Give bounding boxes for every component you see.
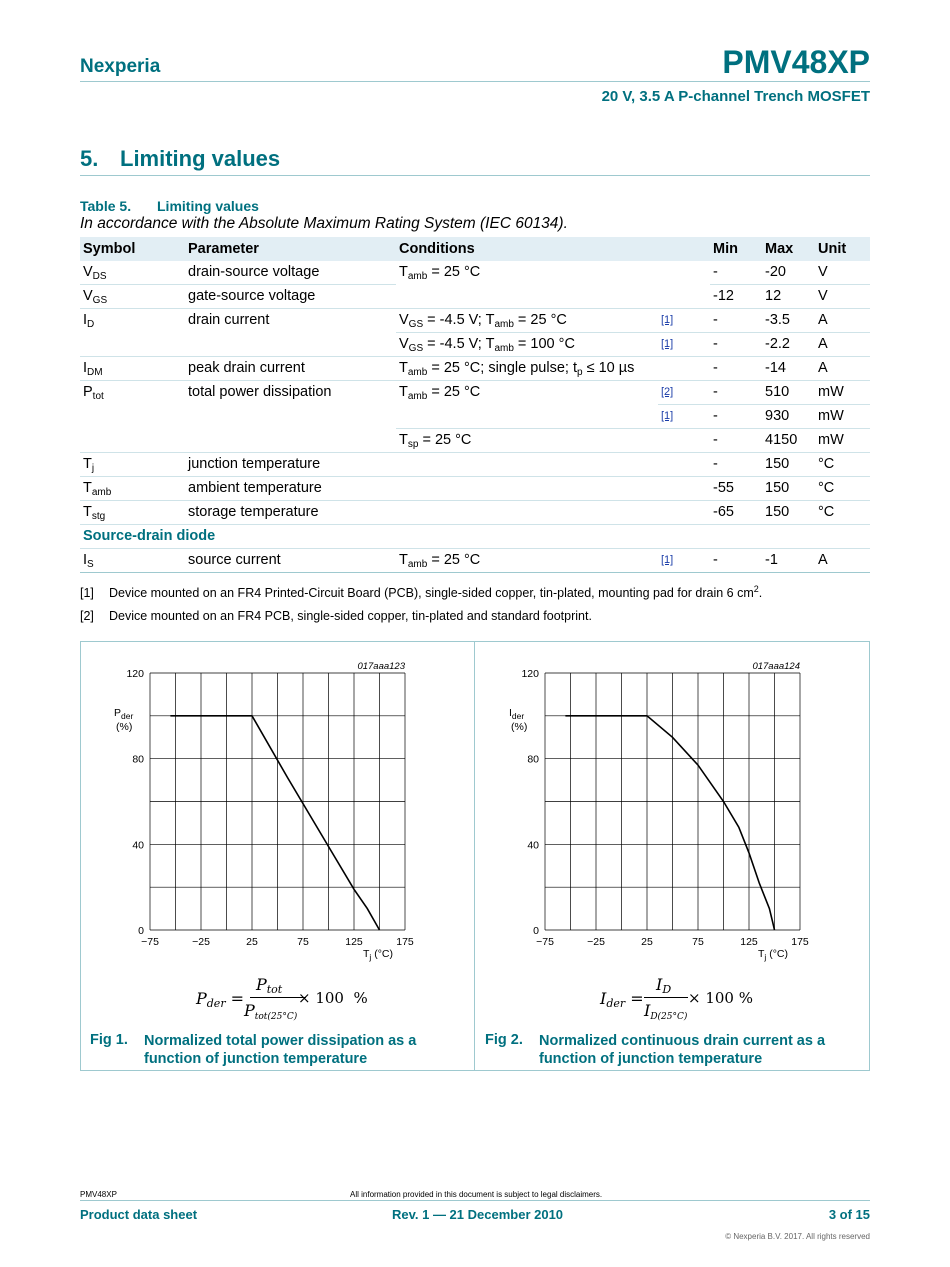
footnote-2: [2] Device mounted on an FR4 PCB, single-sided copper, tin-plated and standard footprint. <box>80 609 592 623</box>
col-unit: Unit <box>815 237 870 261</box>
parameter-cell: drain-source voltage <box>185 261 396 285</box>
symbol-cell: $V_{GS}$ <box>80 285 185 309</box>
ref-cell <box>658 477 710 501</box>
y-axis-unit: (%) <box>116 720 133 733</box>
min-cell: - <box>710 381 762 405</box>
parameter-cell: ambient temperature <box>185 477 396 501</box>
series-line <box>170 716 379 930</box>
table-row <box>80 357 870 381</box>
unit-cell: V <box>815 261 870 285</box>
min-cell: -65 <box>710 501 762 525</box>
max-cell: 12 <box>762 285 815 309</box>
footnote-1: [1] Device mounted on an FR4 Printed-Circuit Board (PCB), single-sided copper, tin-plated, mounting pad for drain 6 $cm^2$. <box>80 584 763 600</box>
ref-cell <box>658 429 710 453</box>
table-row <box>80 477 870 501</box>
conditions-cell <box>396 285 658 309</box>
series-line <box>565 716 774 930</box>
ref-link[interactable]: [1] <box>658 549 710 573</box>
symbol-cell: $I_S$ <box>80 549 185 573</box>
max-cell: -3.5 <box>762 309 815 333</box>
min-cell: -12 <box>710 285 762 309</box>
symbol-cell: $V_{DS}$ <box>80 261 185 285</box>
conditions-cell: $T_{sp} = 25$ °C <box>396 429 658 453</box>
ref-link[interactable]: [2] <box>658 381 710 405</box>
footer-rule <box>80 1200 870 1201</box>
max-cell: 930 <box>762 405 815 429</box>
section-title: Limiting values <box>120 146 281 171</box>
parameter-cell: drain current <box>188 312 270 328</box>
table-header-row <box>80 237 870 261</box>
min-cell: - <box>710 429 762 453</box>
max-cell: -20 <box>762 261 815 285</box>
parameter-cell <box>185 405 396 429</box>
unit-cell: A <box>815 549 870 573</box>
unit-cell: mW <box>815 381 870 405</box>
unit-cell: A <box>815 309 870 333</box>
max-cell: -14 <box>762 357 815 381</box>
table-row <box>80 453 870 477</box>
y-tick-label: 40 <box>527 839 539 852</box>
footer-copyright: © Nexperia B.V. 2017. All rights reserved <box>725 1232 870 1241</box>
symbol-cell: $T_{stg}$ <box>80 501 185 525</box>
max-cell: 4150 <box>762 429 815 453</box>
x-tick-label: 175 <box>791 936 809 948</box>
x-tick-label: 25 <box>641 936 653 948</box>
table-note: In accordance with the Absolute Maximum Rating System (IEC 60134). <box>80 215 568 232</box>
min-cell: - <box>710 405 762 429</box>
y-axis-unit: (%) <box>511 720 528 733</box>
x-tick-label: 125 <box>345 936 363 948</box>
parameter-cell <box>185 333 396 357</box>
footer-doc-type: Product data sheet <box>80 1207 198 1222</box>
max-cell: 150 <box>762 477 815 501</box>
footer-part: PMV48XP <box>80 1190 117 1199</box>
max-cell: 150 <box>762 501 815 525</box>
symbol-cell <box>80 429 185 453</box>
y-tick-label: 80 <box>527 753 539 766</box>
ref-link[interactable]: [1] <box>658 405 710 429</box>
footer-disclaimer: All information provided in this document is subject to legal disclaimers. <box>350 1190 603 1199</box>
unit-cell: A <box>815 357 870 381</box>
y-tick-label: 80 <box>132 753 144 766</box>
conditions-cell: $T_{amb} = 25$ °C; single pulse; $t_p \le 10$ µs <box>396 357 658 381</box>
conditions-cell <box>396 405 658 429</box>
table-row <box>80 429 870 453</box>
unit-cell: mW <box>815 429 870 453</box>
col-ref <box>658 237 710 261</box>
col-min: Min <box>710 237 762 261</box>
unit-cell: V <box>815 285 870 309</box>
min-cell: - <box>710 453 762 477</box>
unit-cell: °C <box>815 501 870 525</box>
ref-cell <box>658 285 710 309</box>
min-cell: - <box>710 333 762 357</box>
symbol-cell <box>80 333 185 357</box>
table-row <box>80 381 870 405</box>
symbol-cell: $I_D$ <box>83 312 95 330</box>
symbol-cell: $P_{tot}$ <box>83 384 104 402</box>
ref-link[interactable]: [1] <box>658 333 710 357</box>
part-number: PMV48XP <box>722 44 870 80</box>
y-tick-label: 40 <box>132 839 144 852</box>
col-conditions: Conditions <box>396 237 658 261</box>
parameter-cell: gate-source voltage <box>185 285 396 309</box>
formula-pder: $P_{der}$ = $P_{tot}$ $P_{tot(25^\circ C)}$ × 100 % <box>196 975 368 1022</box>
y-axis-label: $I_{der}$ <box>509 706 525 721</box>
parameter-cell: junction temperature <box>185 453 396 477</box>
table-row <box>80 333 870 357</box>
min-cell: -55 <box>710 477 762 501</box>
unit-cell: mW <box>815 405 870 429</box>
parameter-cell: source current <box>185 549 396 573</box>
x-tick-label: 75 <box>297 936 309 948</box>
symbol-cell: $T_{amb}$ <box>80 477 185 501</box>
y-tick-label: 0 <box>533 925 539 937</box>
figure-1-caption: Fig 1. Normalized total power dissipation as a function of junction temperature <box>90 1032 417 1067</box>
ref-link[interactable]: [1] <box>658 309 710 333</box>
y-axis-label: $P_{der}$ <box>114 706 134 721</box>
max-cell: -1 <box>762 549 815 573</box>
table-caption-title: Limiting values <box>157 198 259 214</box>
x-axis-label: $T_j$ (°C) <box>758 948 789 962</box>
conditions-cell <box>396 453 658 477</box>
col-symbol: Symbol <box>80 237 185 261</box>
x-tick-label: −25 <box>587 936 605 948</box>
unit-cell: A <box>815 333 870 357</box>
max-cell: 150 <box>762 453 815 477</box>
formula-ider: $I_{der}$ = $I_D$ $I_{D(25^\circ C)}$ × 100 % <box>600 975 753 1022</box>
table-caption-number: Table 5. <box>80 198 132 214</box>
header-rule <box>80 81 870 82</box>
table-row <box>80 549 870 573</box>
ref-cell <box>658 261 710 285</box>
section-number: 5. <box>80 146 99 171</box>
ref-cell <box>658 453 710 477</box>
conditions-cell: $T_{amb} = 25$ °C <box>399 264 481 282</box>
section-rule <box>80 175 870 176</box>
table-row <box>80 501 870 525</box>
conditions-cell <box>396 501 658 525</box>
figure-code: 017aaa124 <box>752 661 800 672</box>
min-cell: - <box>710 309 762 333</box>
parameter-cell: peak drain current <box>185 357 396 381</box>
chart-power-derating <box>80 641 474 971</box>
section-heading <box>80 146 280 172</box>
symbol-cell: $T_j$ <box>80 453 185 477</box>
x-tick-label: 175 <box>396 936 414 948</box>
ref-cell <box>658 357 710 381</box>
parameter-cell <box>185 429 396 453</box>
table-row <box>80 285 870 309</box>
limiting-values-table <box>80 237 870 573</box>
y-tick-label: 0 <box>138 925 144 937</box>
table-section-row <box>80 525 870 549</box>
symbol-cell: $I_{DM}$ <box>80 357 185 381</box>
max-cell: -2.2 <box>762 333 815 357</box>
figure-2-caption: Fig 2. Normalized continuous drain current as a function of junction temperature <box>485 1032 826 1067</box>
x-tick-label: −75 <box>141 936 159 948</box>
x-tick-label: 25 <box>246 936 258 948</box>
unit-cell: °C <box>815 477 870 501</box>
symbol-cell <box>80 405 185 429</box>
parameter-cell: storage temperature <box>185 501 396 525</box>
conditions-cell: $T_{amb} = 25$ °C <box>396 549 658 573</box>
table-row <box>80 309 870 333</box>
brand-name: Nexperia <box>80 56 161 77</box>
y-tick-label: 120 <box>126 668 144 680</box>
conditions-cell: $T_{amb} = 25$ °C <box>399 384 481 402</box>
min-cell: - <box>710 357 762 381</box>
unit-cell: °C <box>815 453 870 477</box>
x-tick-label: 75 <box>692 936 704 948</box>
ref-cell <box>658 501 710 525</box>
conditions-cell: $V_{GS} = -4.5$ V; $T_{amb} = 100$ °C <box>396 333 658 357</box>
min-cell: - <box>710 261 762 285</box>
table-row <box>80 261 870 285</box>
conditions-cell: $V_{GS} = -4.5$ V; $T_{amb} = 25$ °C <box>396 309 658 333</box>
min-cell: - <box>710 549 762 573</box>
figure-code: 017aaa123 <box>357 661 405 672</box>
footer-revision: Rev. 1 — 21 December 2010 <box>392 1207 564 1222</box>
document-subtitle: 20 V, 3.5 A P-channel Trench MOSFET <box>601 88 870 105</box>
table-caption <box>80 198 259 214</box>
table-row <box>80 405 870 429</box>
col-max: Max <box>762 237 815 261</box>
conditions-cell <box>396 477 658 501</box>
x-tick-label: −25 <box>192 936 210 948</box>
footer-page: 3 of 15 <box>828 1207 870 1222</box>
section-label: Source-drain diode <box>80 525 870 549</box>
parameter-cell: total power dissipation <box>188 384 332 400</box>
chart-current-derating <box>475 641 869 971</box>
x-axis-label: $T_j$ (°C) <box>363 948 394 962</box>
y-tick-label: 120 <box>521 668 539 680</box>
col-parameter: Parameter <box>185 237 396 261</box>
max-cell: 510 <box>762 381 815 405</box>
x-tick-label: 125 <box>740 936 758 948</box>
x-tick-label: −75 <box>536 936 554 948</box>
